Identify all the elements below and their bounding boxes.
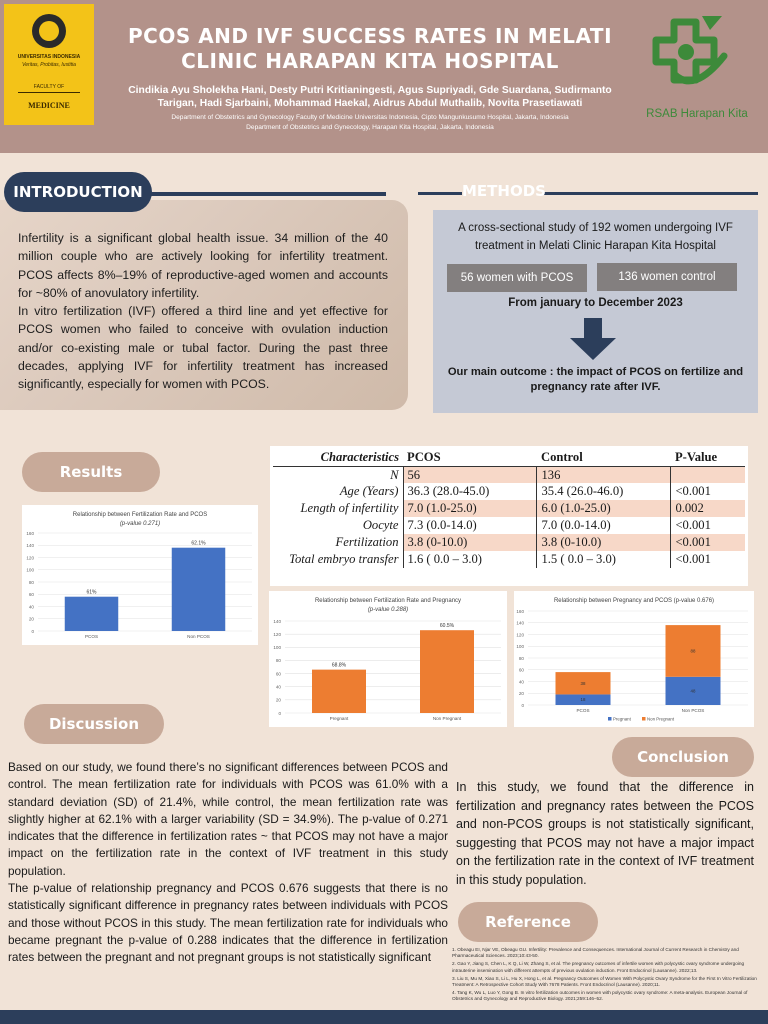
table-cell: 1.6 ( 0.0 – 3.0) (403, 551, 537, 568)
chart-title: Relationship between Pregnancy and PCOS (p-value 0.676) (553, 598, 715, 604)
y-tick-label: 60 (275, 671, 281, 677)
y-tick-label: 0 (278, 710, 281, 716)
y-tick-label: 80 (28, 579, 34, 585)
y-tick-label: 140 (516, 620, 524, 626)
x-tick-label: PCOS (576, 708, 590, 713)
table-cell: 35.4 (26.0-46.0) (537, 483, 671, 500)
x-tick-label: Non PCOS (187, 634, 210, 639)
universitas-indonesia-logo (4, 4, 94, 125)
reference-item: 3. Liu S, Mu M, Xiao S, Li L, Hu X, Hong L, et al. Pregnancy Outcomes of Women With Polycystic Ovary Syndrome for the First In Vitro Fertilization Treatment: A Retrospective Cohort Study With 7678 Patients. Front Endocrinol (Lausanne). 2020;11. (452, 975, 757, 988)
chart-title: Relationship between Fertilization Rate and PCOS (72, 512, 208, 518)
table-cell (671, 466, 745, 483)
table-row (273, 500, 745, 517)
introduction-heading: INTRODUCTION (4, 172, 152, 212)
logo-medicine-text: MEDICINE (28, 101, 70, 110)
table-cell: 7.3 (0.0-14.0) (403, 517, 537, 534)
table-cell: Age (Years) (339, 484, 399, 498)
table-header-cell: P-Value (671, 449, 745, 466)
y-tick-label: 120 (273, 631, 281, 637)
discussion-text (8, 759, 448, 967)
table-cell: <0.001 (675, 552, 711, 566)
y-tick-label: 100 (26, 567, 34, 573)
table-cell: 3.8 (0-10.0) (537, 534, 671, 551)
introduction-rule (150, 192, 386, 196)
results-heading: Results (22, 452, 160, 492)
legend-swatch (642, 717, 646, 721)
y-tick-label: 140 (26, 543, 34, 549)
table-cell: Fertilization (335, 535, 399, 549)
poster-title (105, 24, 635, 74)
title-line-2: CLINIC HARAPAN KITA HOSPITAL (181, 49, 559, 73)
pregnancy-pcos-chart-panel (514, 591, 754, 727)
reference-item: 1. Obeagu EI, Njar VE, Obeagu GU. Infertility: Prevalence and Consequences. International Journal of Current Research in Chemistry and Pharmaceutical Sciences. 2023;10:43-50. (452, 947, 739, 959)
y-tick-label: 60 (518, 667, 524, 673)
y-tick-label: 40 (518, 679, 524, 685)
table-row (273, 551, 745, 568)
y-tick-label: 40 (275, 684, 281, 690)
discussion-heading: Discussion (24, 704, 164, 744)
y-tick-label: 60 (28, 592, 34, 598)
fertilization-pregnancy-chart (269, 591, 507, 727)
table-cell: Length of infertility (300, 501, 399, 515)
discussion-paragraph-1: Based on our study, we found there’s no significant differences between PCOS and control. The mean fertilization rate for individuals with PCOS was 61.0% with a standard deviation (SD) of 21.4%, while control, the mean fertilization rate was slightly higher at 62.1% with a larger variability (SD = 34.9%). The p-value of 0.271 indicates that the difference in fertilization rates ~ that PCOS may not have a major impact on the fertilization rate in the context of IVF treatment in this study population. (8, 760, 448, 878)
table-cell: <0.001 (675, 518, 711, 532)
study-period: From january to December 2023 (508, 297, 683, 309)
conclusion-heading: Conclusion (612, 737, 754, 777)
y-tick-label: 100 (273, 645, 281, 651)
table-cell: 136 (537, 466, 671, 483)
table-cell: 7.0 (1.0-25.0) (403, 500, 537, 517)
y-tick-label: 40 (28, 604, 34, 610)
bar (172, 548, 226, 631)
discussion-paragraph-2: The p-value of relationship pregnancy and PCOS 0.676 suggests that there is no statistically significant difference in pregnancy rates between individuals with PCOS and those without PCOS in this study. The mean fertilization rate for individuals who became pregnant the p-value of 0.288 indicates that the difference in fertilization rates between the pregnant and not pregnant groups is not statistically significant (8, 881, 448, 965)
down-arrow-icon (570, 318, 616, 360)
introduction-paragraph-2: In vitro fertilization (IVF) offered a third line and yet effective for PCOS women who failed to conceive with ovulation induction and/or co-existing male or tubal factor. During the past three decades, applying IVF for infertility treatment has increased significantly, especially for women with PCOS. (18, 304, 388, 392)
table-header-cell: PCOS (403, 449, 537, 466)
fertilization-pcos-chart (22, 505, 258, 645)
chart-subtitle: (p-value 0.271) (119, 521, 161, 527)
reference-item: 4. Tang K, Wu L, Luo Y, Gong B. In vitro fertilization outcomes in women with polycystic ovary syndrome: A meta-analysis. European Journal of Obstetrics and Gynecology and Reproductive Biology. 2021;259:146–52. (452, 990, 748, 1002)
data-label: 48 (690, 688, 696, 694)
data-label: 68.8% (331, 662, 347, 669)
y-tick-label: 140 (273, 618, 281, 624)
author-list: Cindikia Ayu Sholekha Hani, Desty Putri Kritianingesti, Agus Supriyadi, Gde Suardana, Sudirmanto Tarigan, Hadi Sjarbaini, Mohammad Haekal, Aidrus Abdul Muthalib, Novita Prasetiawati (128, 85, 612, 109)
bar (420, 630, 474, 713)
table-cell: Total embryo transfer (289, 552, 399, 566)
data-label: 61% (86, 589, 97, 596)
table-cell: <0.001 (671, 534, 745, 551)
data-label: 18 (580, 697, 586, 703)
table-header-cell: Characteristics (273, 449, 403, 466)
x-tick-label: Non Pregnant (432, 716, 462, 721)
y-tick-label: 0 (521, 702, 524, 708)
y-tick-label: 80 (518, 655, 524, 661)
methods-heading: METHODS (462, 182, 546, 200)
logo-motto-text: Veritas, Probitas, Iustitia (22, 62, 76, 68)
table-row (273, 466, 745, 483)
data-label: 60.5% (439, 623, 455, 630)
y-tick-label: 80 (275, 658, 281, 664)
conclusion-text: In this study, we found that the difference in fertilization and pregnancy rates between the PCOS and non-PCOS groups is not statistically significant, suggesting that PCOS may not have a major impact on the fertilization rate in the context of IVF treatment in this study population. (456, 780, 754, 887)
legend-swatch (608, 717, 612, 721)
affiliation-1: Department of Obstetrics and Gynecology Faculty of Medicine Universitas Indonesia, Cipto Mangunkusumo Hospital, Jakarta, Indonesia (171, 114, 569, 121)
table-cell: 3.8 (0-10.0) (403, 534, 537, 551)
legend-label: Pregnant (613, 716, 631, 722)
makara-emblem-icon (32, 14, 66, 48)
y-tick-label: 20 (275, 697, 281, 703)
introduction-text (18, 229, 388, 394)
y-tick-label: 20 (518, 691, 524, 697)
table-cell: 36.3 (28.0-45.0) (403, 483, 537, 500)
table-cell: 0.002 (671, 500, 745, 517)
table-cell: 6.0 (1.0-25.0) (537, 500, 671, 517)
table-cell: N (390, 467, 399, 482)
y-tick-label: 160 (516, 608, 524, 614)
rsab-logo-name: RSAB Harapan Kita (646, 108, 748, 120)
data-label: 62.1% (191, 540, 206, 547)
logo-divider (18, 92, 80, 93)
fertilization-pregnancy-chart-panel (269, 591, 507, 727)
characteristics-table-panel (270, 446, 748, 586)
control-group-box: 136 women control (597, 263, 737, 291)
introduction-paragraph-1: Infertility is a significant global health issue. 34 million of the 40 million couple who are actively looking for infertility treatment. PCOS affects 8%–19% of reproductive-aged women and accounts for ~80% of anovulatory infertility. (18, 231, 388, 300)
methods-description: A cross-sectional study of 192 women undergoing IVF treatment in Melati Clinic Harapan Kita Hospital (458, 222, 733, 252)
chart-subtitle: (p-value 0.288) (367, 607, 409, 613)
x-tick-label: Pregnant (329, 716, 349, 721)
data-label: 38 (580, 680, 586, 686)
y-tick-label: 20 (28, 616, 34, 622)
pcos-group-box: 56 women with PCOS (447, 264, 587, 292)
x-tick-label: PCOS (84, 634, 99, 639)
rsab-harapan-kita-logo (644, 8, 744, 108)
y-tick-label: 120 (26, 555, 34, 561)
table-cell: 56 (403, 466, 537, 483)
fertilization-pcos-chart-panel (22, 505, 258, 645)
table-cell: 1.5 ( 0.0 – 3.0) (537, 551, 671, 568)
table-cell: 7.0 (0.0-14.0) (537, 517, 671, 534)
table-header-row (273, 449, 745, 466)
data-label: 88 (690, 648, 696, 654)
x-tick-label: Non PCOS (681, 708, 705, 713)
logo-faculty-text: FACULTY OF (33, 84, 65, 90)
bar (312, 670, 366, 713)
reference-heading: Reference (458, 902, 598, 942)
table-row (273, 517, 745, 534)
y-tick-label: 0 (31, 628, 34, 634)
pregnancy-pcos-chart (514, 591, 754, 727)
table-cell: Oocyte (362, 518, 399, 532)
reference-list (452, 947, 760, 1005)
y-tick-label: 160 (26, 530, 34, 536)
poster-footer (0, 1010, 768, 1024)
logo-university-text: UNIVERSITAS INDONESIA (17, 54, 81, 60)
chart-title: Relationship between Fertilization Rate and Pregnancy (314, 598, 462, 604)
table-cell: <0.001 (675, 484, 711, 498)
table-row (273, 534, 745, 551)
bar (65, 597, 119, 631)
title-line-1: PCOS AND IVF SUCCESS RATES IN MELATI (127, 24, 613, 48)
affiliation-2: Department of Obstetrics and Gynecology, Harapan Kita Hospital, Jakarta, Indonesia (246, 124, 494, 131)
legend-label: Non Pregnant (647, 716, 675, 722)
y-tick-label: 120 (516, 632, 524, 638)
y-tick-label: 100 (516, 644, 524, 650)
table-header-cell: Control (537, 449, 671, 466)
main-outcome: Our main outcome : the impact of PCOS on fertilize and pregnancy rate after IVF. (447, 366, 744, 393)
characteristics-table (273, 449, 745, 568)
table-row (273, 483, 745, 500)
reference-item: 2. Gao Y, Jiang S, Chen L, K Q, Li W, Zhang S, et al. The pregnancy outcomes of infertile women with polycystic ovary syndrome undergoing intrauterine insemination with different attempts of previous ovulation induction. Front Endocrinol (Lausanne). 2022;13. (452, 961, 745, 973)
